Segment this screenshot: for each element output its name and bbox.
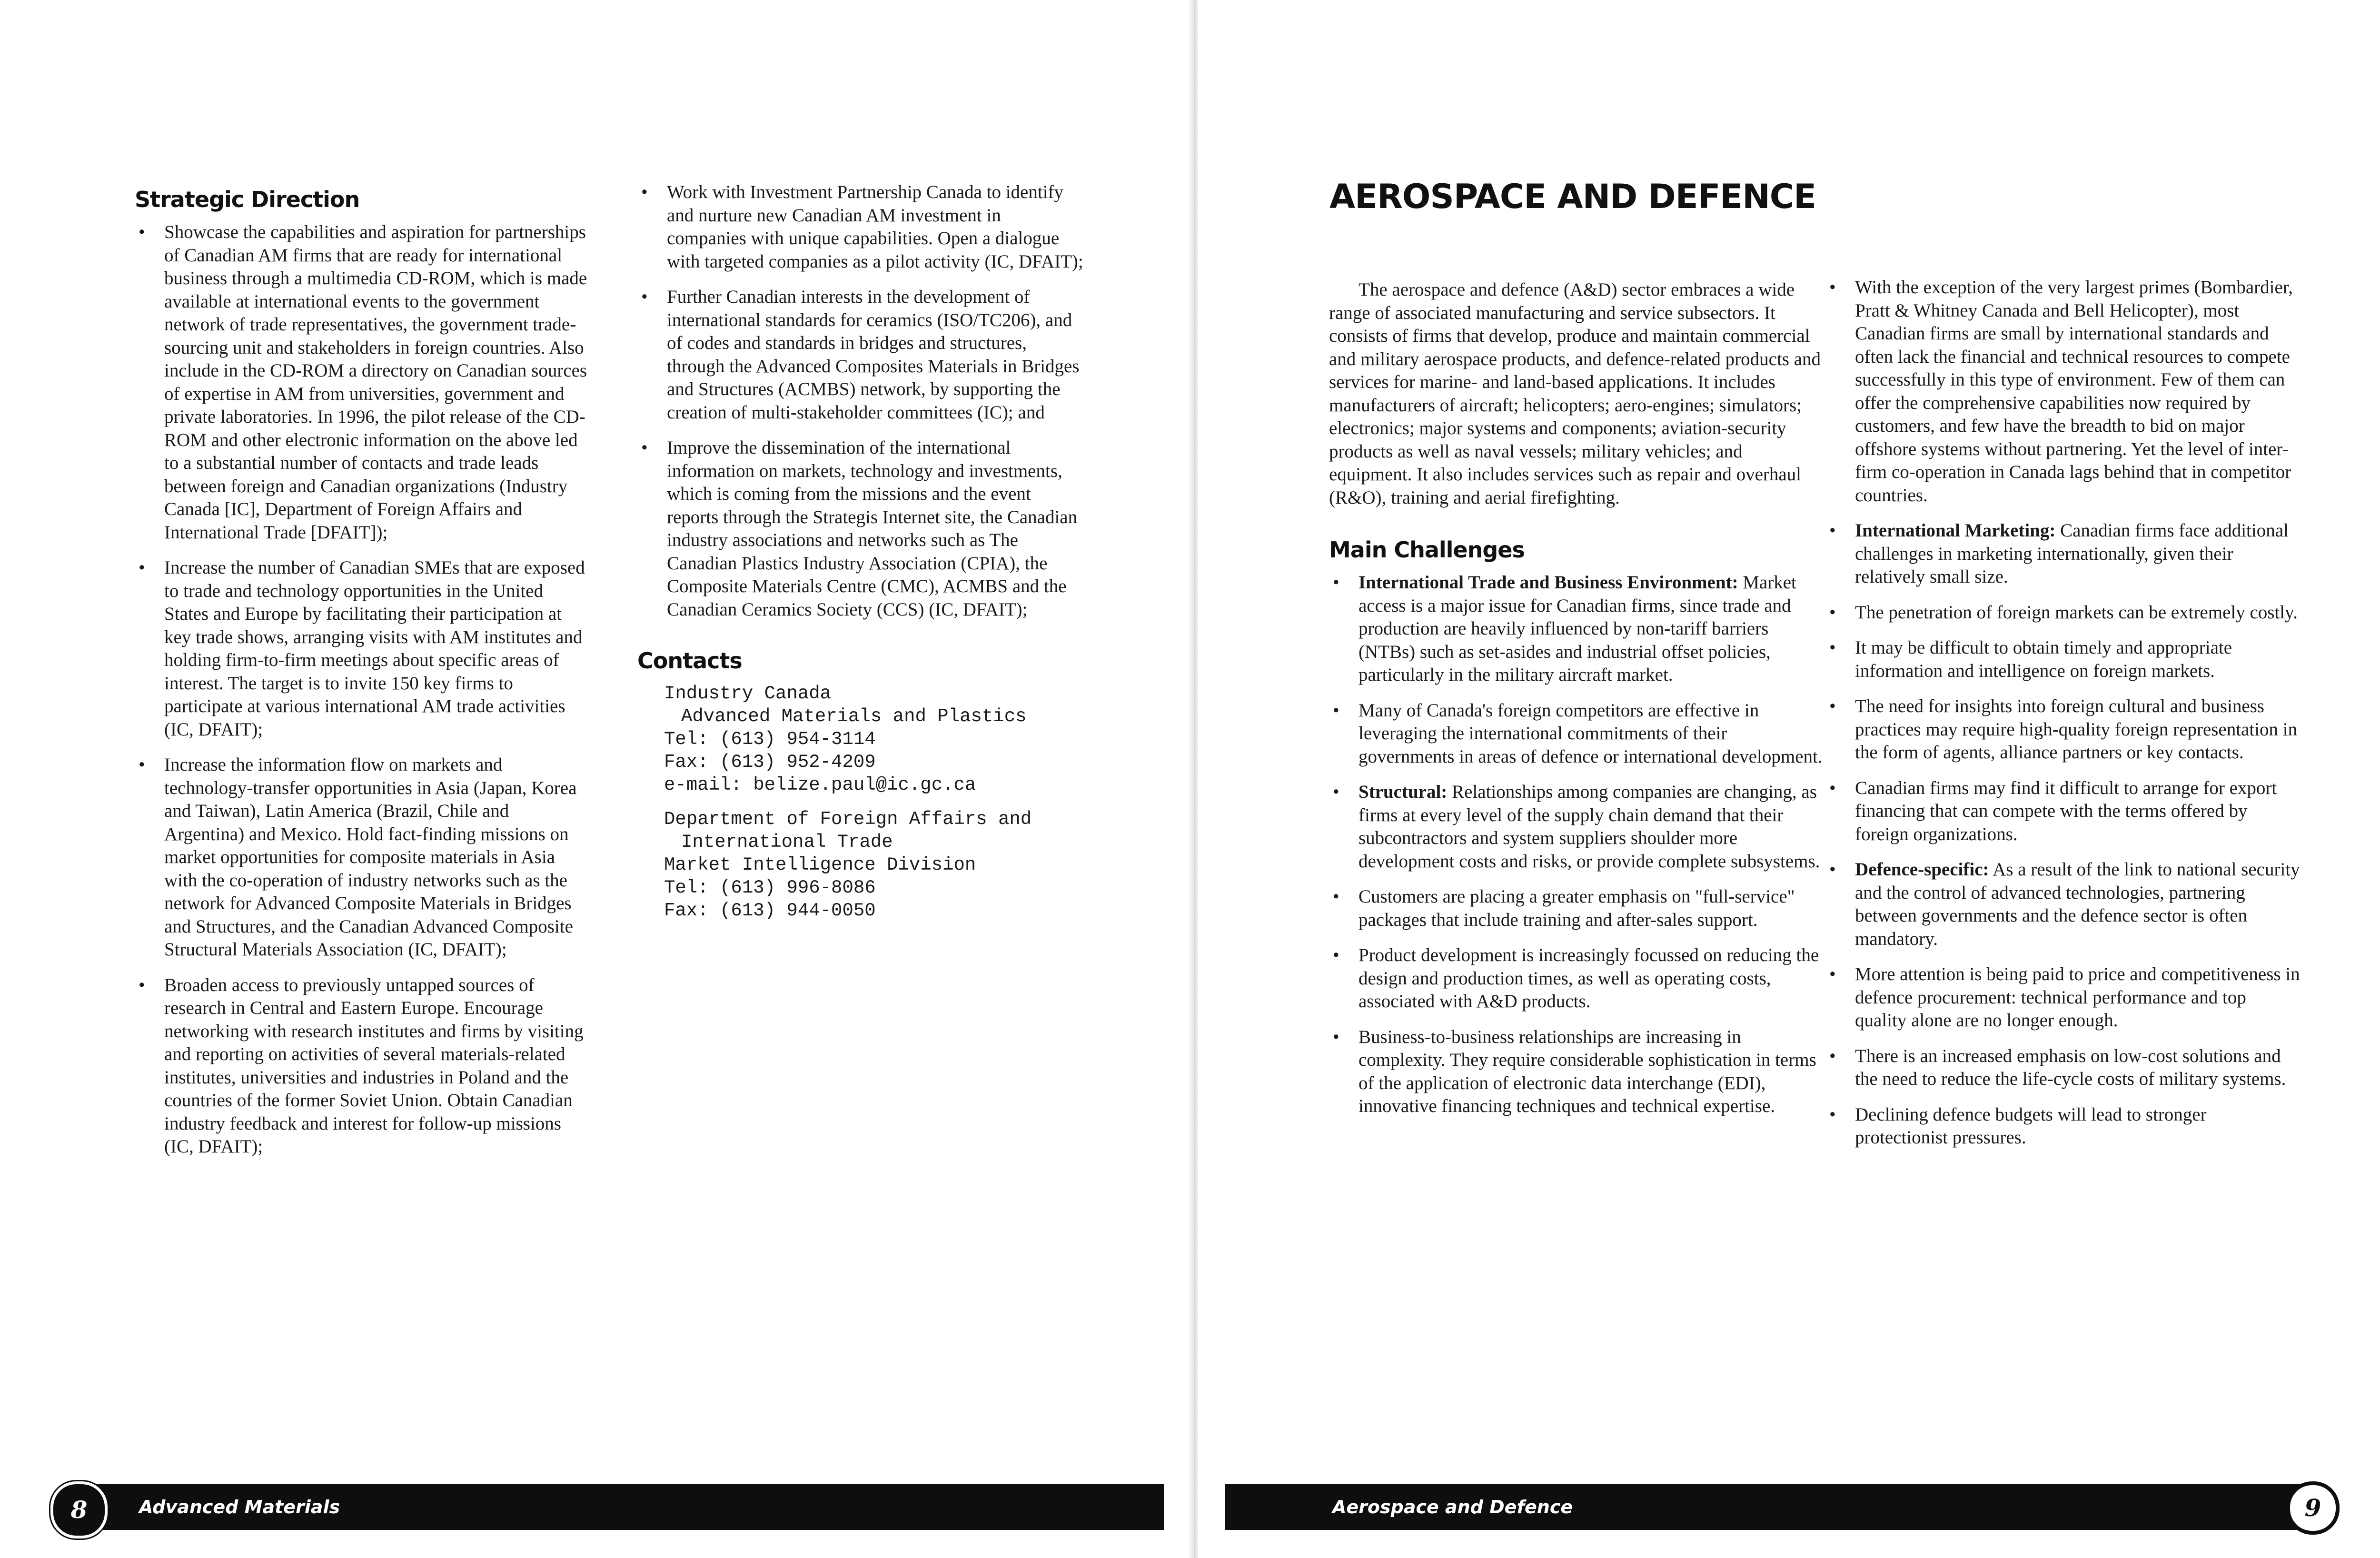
list-item: • Further Canadian interests in the development of international standards for ceramics (ISO/TC206), and of codes and standards in bridges and structures, through the Advanced Composites Materials in Bridges and Structures (ACMBS) network, by supporting the creation of multi-stakeholder committees (IC); and <box>637 286 1085 424</box>
contact-tel: Tel: (613) 996-8086 <box>664 877 876 898</box>
list-item <box>1825 276 2301 507</box>
item-text: There is an increased emphasis on low-cost solutions and the need to reduce the life-cycle costs of military systems. <box>1855 1045 2286 1089</box>
item-text: Product development is increasingly focussed on reducing the design and production times, as well as operating costs, associated with A&D products. <box>1359 945 1819 1012</box>
list-item <box>1329 944 1824 1013</box>
list-item: • Increase the information flow on markets and technology-transfer opportunities in Asia (Japan, Korea and Taiwan), Latin America (Brazil, Chile and Argentina) and Mexico. Hold fact-finding missions on market opportunities for composite materials in Asia with the co-operation of industry networks such as the network for Advanced Composite Materials in Bridges and Structures, and the Canadian Advanced Composite Structural Materials Association (IC, DFAIT); <box>135 754 592 962</box>
item-text: As a result of the link to national security and the control of advanced technologies, partnering between governments and the defence sector is often mandatory. <box>1855 859 2300 949</box>
right-column-1 <box>1329 278 1824 1131</box>
right-page <box>1198 0 2380 1558</box>
challenges-list-1 <box>1329 571 1824 1118</box>
item-label: Defence-specific: <box>1855 859 1989 880</box>
item-text: Customers are placing a greater emphasis on "full-service" packages that include training and after-sales support. <box>1359 886 1795 930</box>
list-item <box>1329 885 1824 932</box>
contact-org: Department of Foreign Affairs and <box>664 809 1032 830</box>
list-item <box>1825 519 2301 589</box>
challenges-list-2 <box>1825 276 2301 1150</box>
item-label: International Trade and Business Environment: <box>1359 572 1738 593</box>
item-text: Market access is a major issue for Canadian firms, since trade and production are heavily influenced by non-tariff barriers (NTBs) such as set-asides and industrial offset policies, particularly in the military aircraft market. <box>1359 572 1796 685</box>
list-item: • Showcase the capabilities and aspiration for partnerships of Canadian AM firms that are ready for international business through a multimedia CD-ROM, which is made available at international events to the government network of trade representatives, the government trade-sourcing unit and stakeholders in foreign countries. Also include in the CD-ROM a directory on Canadian sources of expertise in AM from universities, government and private laboratories. In 1996, the pilot release of the CD-ROM and other electronic information on the above led to a substantial number of contacts and trade leads between foreign and Canadian organizations (Industry Canada [IC], Department of Foreign Affairs and International Trade [DFAIT]); <box>135 221 592 544</box>
page-number-badge <box>50 1481 108 1538</box>
list-item <box>1825 777 2301 846</box>
footer-bar-left <box>81 1484 1164 1530</box>
item-text: Canadian firms may find it difficult to arrange for export financing that can compete with the terms offered by foreign organizations. <box>1855 777 2277 844</box>
list-item <box>1825 1103 2301 1150</box>
item-text: Many of Canada's foreign competitors are effective in leveraging the international commitments of their governments in areas of defence or international development. <box>1359 700 1823 767</box>
list-item <box>1825 636 2301 683</box>
item-label: Structural: <box>1359 782 1448 802</box>
page-number-badge <box>2286 1481 2340 1535</box>
item-text: The need for insights into foreign cultural and business practices may require high-quality foreign representation in the form of agents, alliance partners or key contacts. <box>1855 696 2298 763</box>
contact-division: Advanced Materials and Plastics <box>681 706 1027 727</box>
contact-fax: Fax: (613) 952-4209 <box>664 752 876 773</box>
contact-org: Industry Canada <box>664 683 832 704</box>
footer-section-title: Advanced Materials <box>139 1497 340 1518</box>
list-item <box>1825 695 2301 764</box>
list-item: • Work with Investment Partnership Canada to identify and nurture new Canadian AM investment in companies with unique capabilities. Open a dialogue with targeted companies as a pilot activity (IC, DFAIT); <box>637 181 1085 273</box>
list-item <box>1329 1026 1824 1118</box>
contact-industry-canada <box>664 682 1085 796</box>
item-text: Relationships among companies are changing, as firms at every level of the supply chain demand that their subcontractors and system suppliers shoulder more development costs and risks, or provide complete subsystems. <box>1359 782 1820 872</box>
intro-paragraph: The aerospace and defence (A&D) sector embraces a wide range of associated manufacturing and service subsectors. It consists of firms that develop, produce and maintain commercial and military aerospace products, and defence-related products and services for marine- and land-based applications. It includes manufacturers of aircraft; helicopters; aero-engines; simulators; electronics; major systems and components; aviation-security products as well as naval vessels; military vehicles; and equipment. It also includes services such as repair and overhaul (R&O), training and aerial firefighting. <box>1329 279 1821 508</box>
list-item: • Broaden access to previously untapped sources of research in Central and Eastern Europe. Encourage networking with research institutes and firms by visiting and reporting on activities of several materials-related institutes, universities and industries in Poland and the countries of the former Soviet Union. Obtain Canadian industry feedback and interest for follow-up missions (IC, DFAIT); <box>135 974 592 1159</box>
item-text: With the exception of the very largest primes (Bombardier, Pratt & Whitney Canada and Bell Helicopter), most Canadian firms are small by international standards and often lack the financial and technical resources to compete successfully in this type of environment. Few of them can offer the comprehensive capabilities now required by customers, and few have the breadth to bid on major offshore systems without partnering. Yet the level of inter-firm co-operation in Canada lags behind that in competitor countries. <box>1855 277 2293 506</box>
left-column-2 <box>637 181 1085 933</box>
item-text: Declining defence budgets will lead to stronger protectionist pressures. <box>1855 1104 2207 1148</box>
item-text: Business-to-business relationships are increasing in complexity. They require considerable sophistication in terms of the application of electronic data interchange (EDI), innovative financing techniques and technical expertise. <box>1359 1026 1816 1116</box>
contacts-heading: Contacts <box>637 648 742 674</box>
list-item <box>1825 858 2301 951</box>
item-text: It may be difficult to obtain timely and appropriate information and intelligence on foreign markets. <box>1855 637 2232 681</box>
strategic-direction-list-1 <box>135 221 592 1159</box>
item-text: The penetration of foreign markets can be extremely costly. <box>1855 602 2298 623</box>
contact-org-cont: International Trade <box>681 832 893 853</box>
contact-division: Market Intelligence Division <box>664 854 976 875</box>
contact-tel: Tel: (613) 954-3114 <box>664 729 876 750</box>
contact-dfait <box>664 808 1085 922</box>
list-item <box>1329 571 1824 687</box>
main-challenges-heading: Main Challenges <box>1329 537 1525 563</box>
contact-fax: Fax: (613) 944-0050 <box>664 900 876 921</box>
strategic-direction-list-2 <box>637 181 1085 621</box>
list-item: • Increase the number of Canadian SMEs that are exposed to trade and technology opportunities in the United States and Europe by facilitating their participation at key trade shows, arranging visits with AM institutes and holding firm-to-firm meetings about specific areas of interest. The target is to invite 150 key firms to participate at various international AM trade activities (IC, DFAIT); <box>135 556 592 741</box>
page-number: 8 <box>70 1496 88 1524</box>
item-text: Canadian firms face additional challenges in marketing internationally, given their relatively small size. <box>1855 520 2289 587</box>
left-column-1 <box>135 187 592 1171</box>
footer-bar-right <box>1225 1484 2315 1530</box>
strategic-direction-heading: Strategic Direction <box>135 187 360 212</box>
page-number: 9 <box>2304 1494 2321 1522</box>
list-item <box>1329 699 1824 769</box>
item-text: More attention is being paid to price and competitiveness in defence procurement: technical performance and top quality alone are no longer enough. <box>1855 964 2300 1031</box>
footer-section-title: Aerospace and Defence <box>1332 1497 1573 1518</box>
right-column-2 <box>1825 276 2301 1162</box>
list-item <box>1825 1045 2301 1091</box>
list-item <box>1329 781 1824 873</box>
list-item: • Improve the dissemination of the international information on markets, technology and investments, which is coming from the missions and the event reports through the Strategis Internet site, the Canadian industry associations and networks such as The Canadian Plastics Industry Association (CPIA), the Composite Materials Centre (CMC), ACMBS and the Canadian Ceramics Society (CCS) (IC, DFAIT); <box>637 437 1085 621</box>
list-item <box>1825 601 2301 625</box>
item-label: International Marketing: <box>1855 520 2056 541</box>
section-title: AEROSPACE AND DEFENCE <box>1329 177 1816 216</box>
list-item <box>1825 963 2301 1032</box>
contact-email: e-mail: belize.paul@ic.gc.ca <box>664 774 976 795</box>
